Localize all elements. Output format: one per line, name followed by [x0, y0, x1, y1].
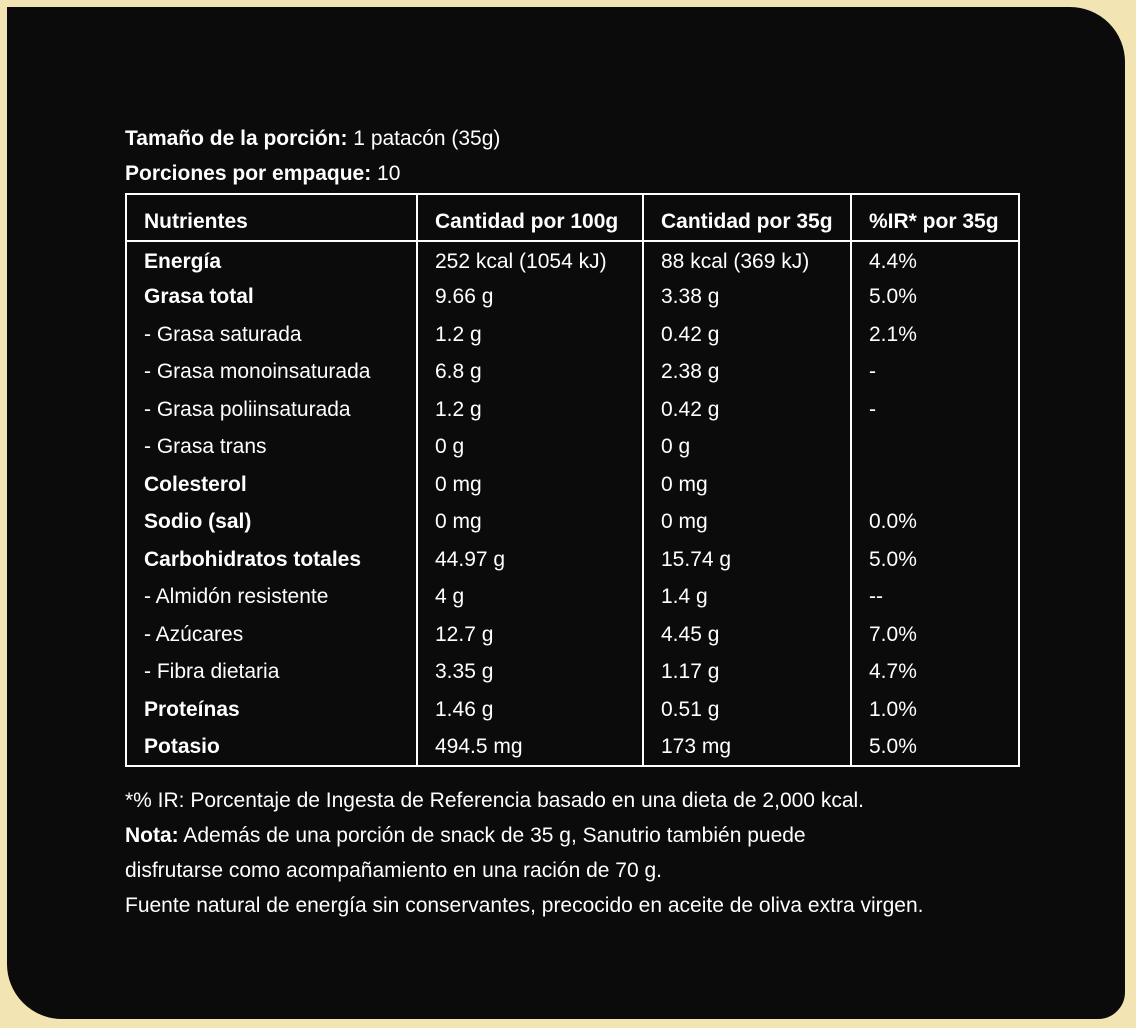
- nutrient-name: - Grasa trans: [126, 429, 417, 467]
- header-nutrients: Nutrientes: [126, 194, 417, 241]
- nutrient-name: - Grasa poliinsaturada: [126, 391, 417, 429]
- table-row: [126, 541, 1019, 579]
- ir-footnote: *% IR: Porcentaje de Ingesta de Referencia basado en una dieta de 2,000 kcal.: [125, 789, 864, 812]
- value-per-35g: 88 kcal (369 kJ): [643, 241, 851, 279]
- value-per-100g: 252 kcal (1054 kJ): [417, 241, 643, 279]
- table-row: [126, 504, 1019, 542]
- value-ir: 5.0%: [851, 279, 1019, 317]
- nota-line-2: disfrutarse como acompañamiento en una ración de 70 g.: [125, 859, 662, 882]
- value-per-100g: 1.2 g: [417, 391, 643, 429]
- value-per-35g: 1.17 g: [643, 654, 851, 692]
- value-ir: [851, 466, 1019, 504]
- value-per-35g: 0.42 g: [643, 391, 851, 429]
- nota-label: Nota:: [125, 824, 179, 847]
- nutrient-name: - Grasa monoinsaturada: [126, 354, 417, 392]
- table-row: [126, 466, 1019, 504]
- nutrient-name: Carbohidratos totales: [126, 541, 417, 579]
- table-row: [126, 354, 1019, 392]
- table-row: [126, 579, 1019, 617]
- value-per-35g: 0 mg: [643, 504, 851, 542]
- table-row: [126, 654, 1019, 692]
- nutrient-name: - Almidón resistente: [126, 579, 417, 617]
- nota-line-1: [125, 818, 1065, 853]
- nutrition-card: [4, 4, 1128, 1022]
- nutrient-name: - Fibra dietaria: [126, 654, 417, 692]
- nutrient-name: Energía: [126, 241, 417, 279]
- source-note: Fuente natural de energía sin conservantes, precocido en aceite de oliva extra virgen.: [125, 894, 924, 917]
- value-per-35g: 173 mg: [643, 729, 851, 767]
- value-per-100g: 44.97 g: [417, 541, 643, 579]
- table-row: [126, 279, 1019, 317]
- value-per-35g: 4.45 g: [643, 616, 851, 654]
- nutrient-name: - Azúcares: [126, 616, 417, 654]
- nutrient-name: Grasa total: [126, 279, 417, 317]
- value-ir: 5.0%: [851, 541, 1019, 579]
- footnotes: [125, 783, 1065, 923]
- value-per-35g: 0.42 g: [643, 316, 851, 354]
- value-ir: 7.0%: [851, 616, 1019, 654]
- value-ir: --: [851, 579, 1019, 617]
- value-ir: [851, 429, 1019, 467]
- nutrition-table-body: [126, 241, 1019, 766]
- value-ir: 5.0%: [851, 729, 1019, 767]
- value-per-35g: 0 g: [643, 429, 851, 467]
- value-per-100g: 3.35 g: [417, 654, 643, 692]
- header-per-100g: Cantidad por 100g: [417, 194, 643, 241]
- portions-value: 10: [371, 162, 401, 185]
- nutrient-name: Proteínas: [126, 691, 417, 729]
- nota-text-1: Además de una porción de snack de 35 g, Sanutrio también puede: [178, 824, 806, 847]
- table-row: [126, 241, 1019, 279]
- nutrient-name: Colesterol: [126, 466, 417, 504]
- table-row: [126, 691, 1019, 729]
- table-row: [126, 729, 1019, 767]
- table-row: [126, 316, 1019, 354]
- value-per-35g: 0 mg: [643, 466, 851, 504]
- value-per-100g: 9.66 g: [417, 279, 643, 317]
- serving-size-value: 1 patacón (35g): [347, 127, 501, 150]
- table-row: [126, 429, 1019, 467]
- header-per-35g: Cantidad por 35g: [643, 194, 851, 241]
- value-per-100g: 0 mg: [417, 504, 643, 542]
- value-per-100g: 1.46 g: [417, 691, 643, 729]
- table-row: [126, 616, 1019, 654]
- value-ir: 4.7%: [851, 654, 1019, 692]
- nutrient-name: - Grasa saturada: [126, 316, 417, 354]
- value-per-100g: 0 g: [417, 429, 643, 467]
- value-per-100g: 12.7 g: [417, 616, 643, 654]
- nutrition-table: [125, 193, 1020, 767]
- value-per-100g: 6.8 g: [417, 354, 643, 392]
- value-per-100g: 1.2 g: [417, 316, 643, 354]
- header-ir: %IR* por 35g: [851, 194, 1019, 241]
- table-row: [126, 391, 1019, 429]
- portions-per-pack: [125, 156, 500, 191]
- value-ir: 4.4%: [851, 241, 1019, 279]
- value-ir: -: [851, 354, 1019, 392]
- value-per-100g: 494.5 mg: [417, 729, 643, 767]
- portions-label: Porciones por empaque:: [125, 162, 372, 185]
- nutrient-name: Sodio (sal): [126, 504, 417, 542]
- value-per-35g: 2.38 g: [643, 354, 851, 392]
- serving-size: [125, 121, 500, 156]
- value-per-35g: 0.51 g: [643, 691, 851, 729]
- value-ir: -: [851, 391, 1019, 429]
- serving-size-label: Tamaño de la porción:: [125, 127, 348, 150]
- nutrient-name: Potasio: [126, 729, 417, 767]
- value-per-100g: 0 mg: [417, 466, 643, 504]
- serving-info: [125, 121, 500, 191]
- value-ir: 2.1%: [851, 316, 1019, 354]
- value-per-35g: 3.38 g: [643, 279, 851, 317]
- value-per-35g: 1.4 g: [643, 579, 851, 617]
- value-per-35g: 15.74 g: [643, 541, 851, 579]
- value-ir: 1.0%: [851, 691, 1019, 729]
- value-ir: 0.0%: [851, 504, 1019, 542]
- value-per-100g: 4 g: [417, 579, 643, 617]
- table-header-row: [126, 194, 1019, 241]
